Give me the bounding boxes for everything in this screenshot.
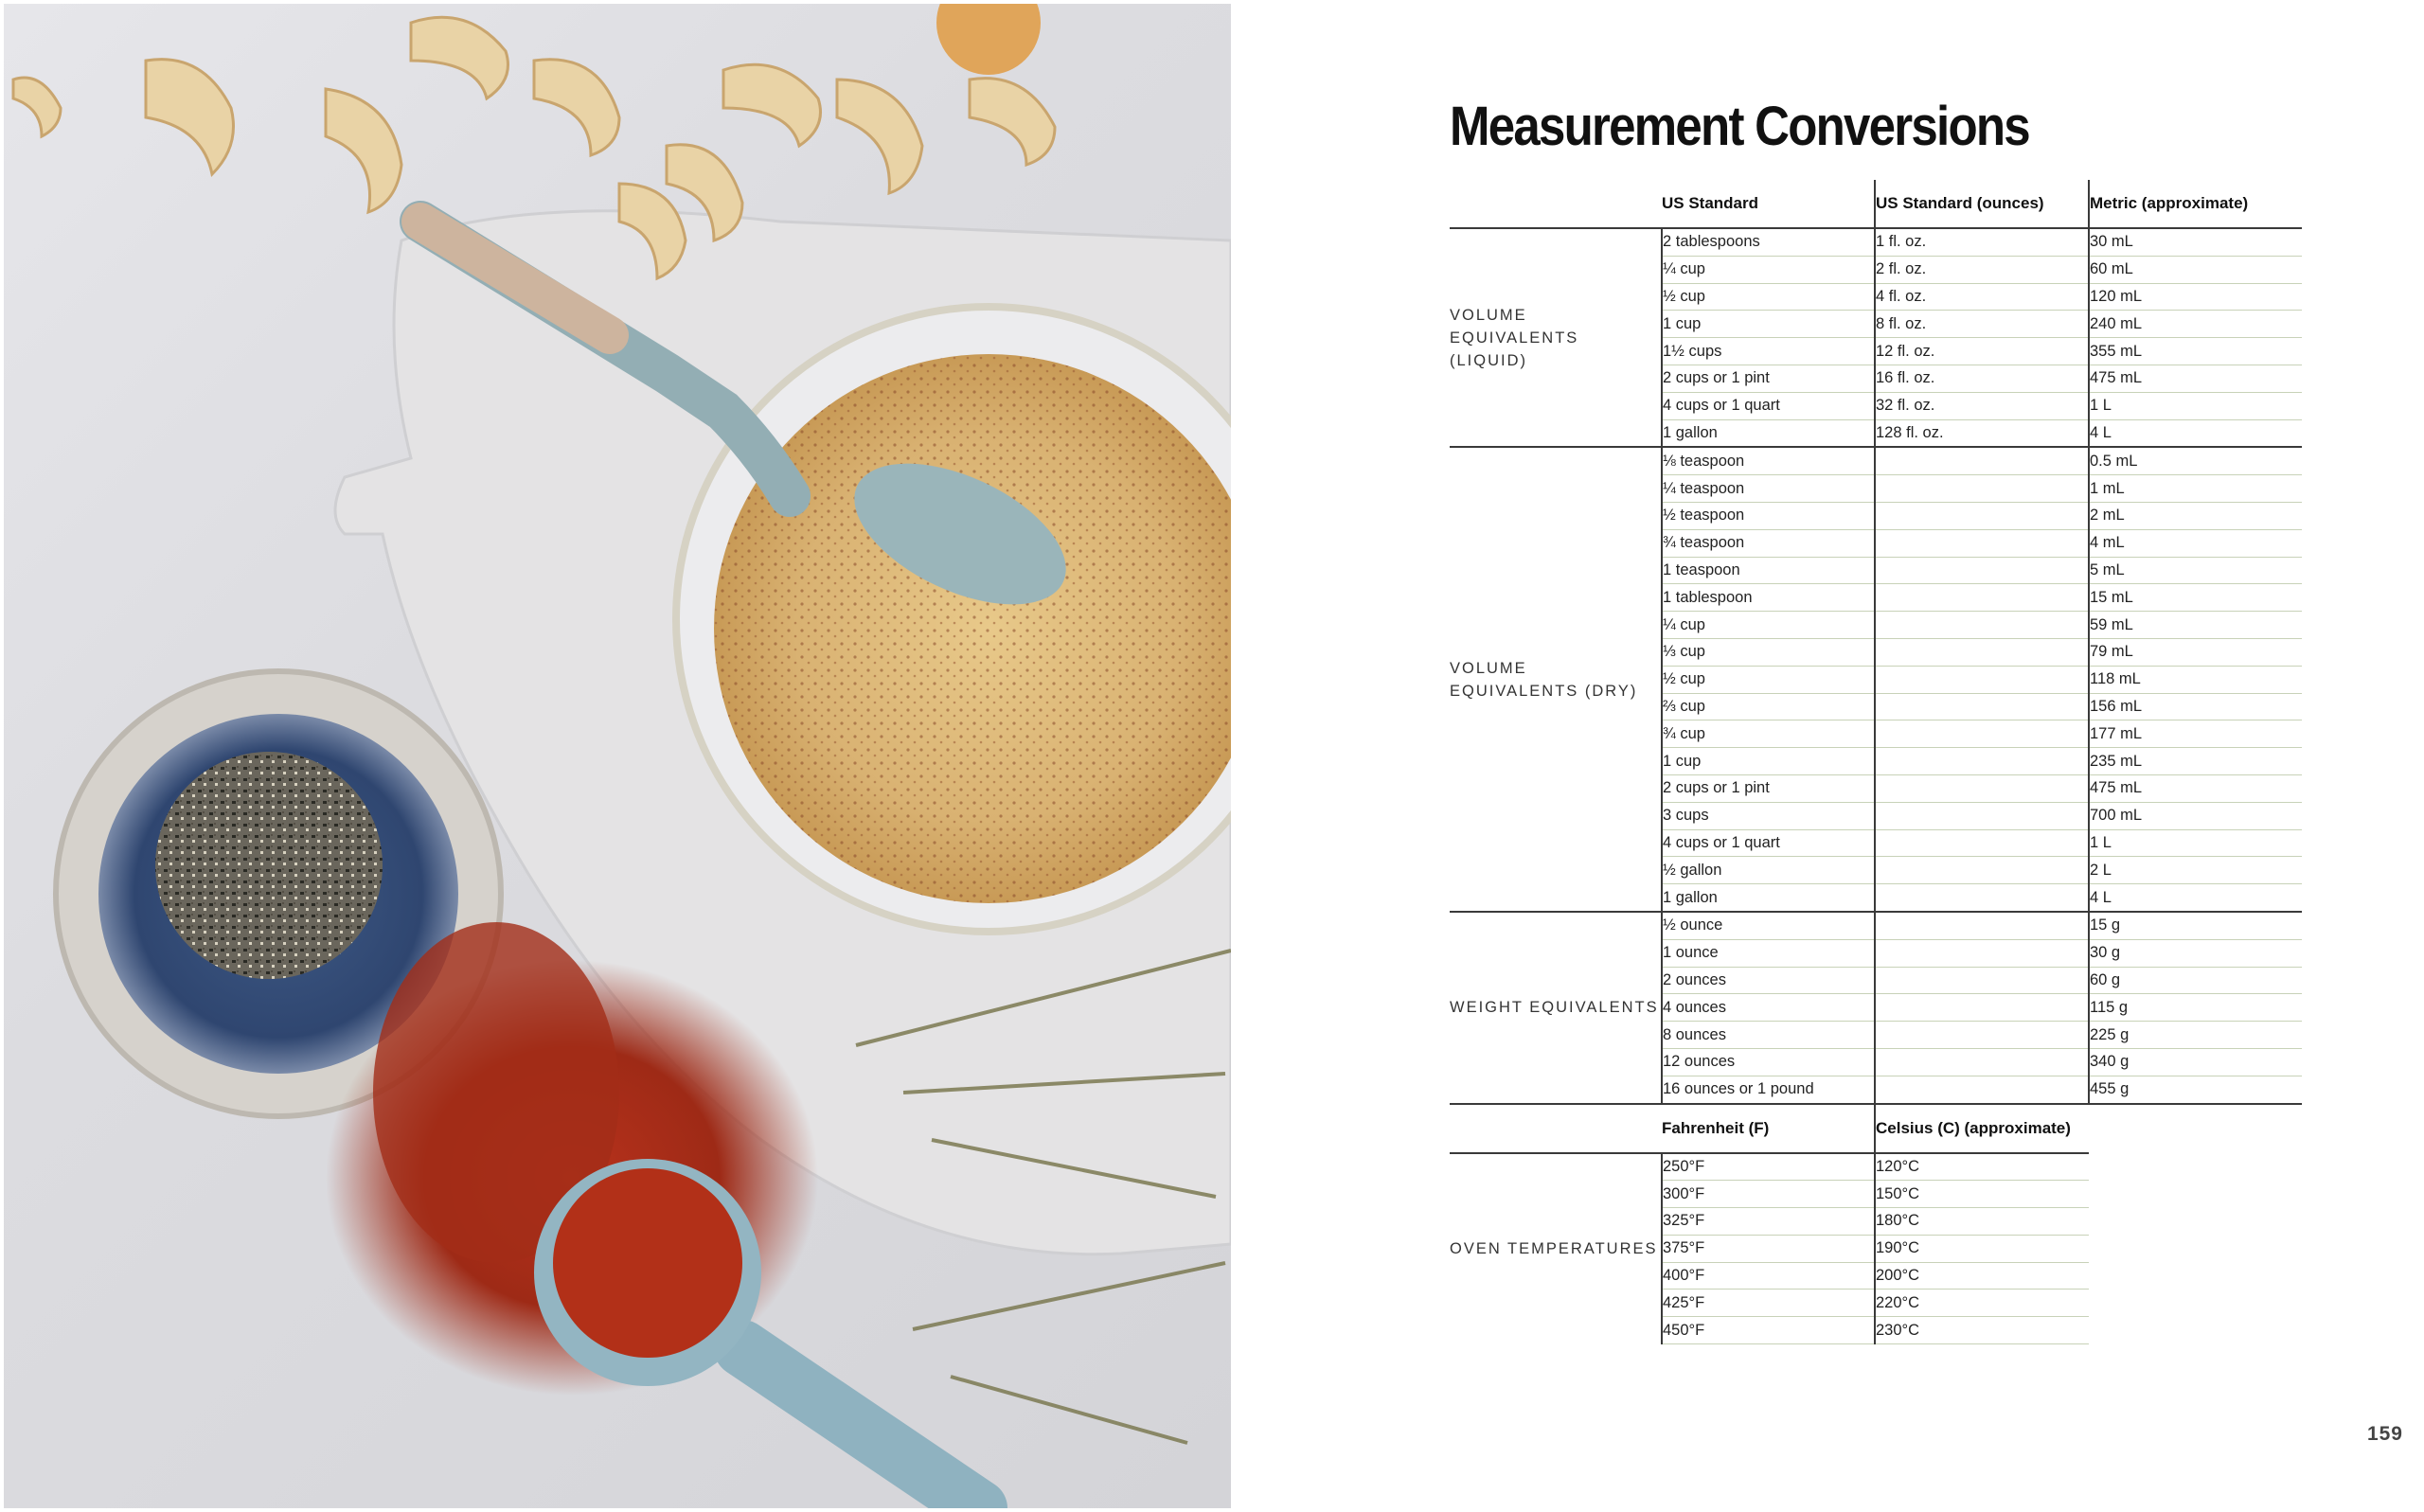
cell-us-standard: ⅛ teaspoon bbox=[1662, 447, 1875, 474]
cell-metric: 4 mL bbox=[2089, 529, 2302, 557]
cell-us-standard: ¼ cup bbox=[1662, 612, 1875, 639]
cell-us-standard: ⅓ cup bbox=[1662, 638, 1875, 666]
cell-us-ounces bbox=[1875, 612, 2089, 639]
cell-us-ounces bbox=[1875, 857, 2089, 884]
cell-us-standard: 1 tablespoon bbox=[1662, 584, 1875, 612]
cell-metric: 120 mL bbox=[2089, 283, 2302, 311]
cell-us-ounces: 2 fl. oz. bbox=[1875, 256, 2089, 283]
cell-celsius: 200°C bbox=[1875, 1262, 2089, 1290]
oven-empty-cell bbox=[2089, 1208, 2302, 1236]
oven-section-label: OVEN TEMPERATURES bbox=[1450, 1153, 1662, 1344]
cell-celsius: 230°C bbox=[1875, 1317, 2089, 1344]
cell-us-standard: ½ cup bbox=[1662, 666, 1875, 693]
section-label: VOLUME EQUIVALENTS (LIQUID) bbox=[1450, 228, 1662, 447]
cell-metric: 5 mL bbox=[2089, 557, 2302, 584]
cell-fahrenheit: 250°F bbox=[1662, 1153, 1875, 1181]
cell-us-standard: ¼ cup bbox=[1662, 256, 1875, 283]
cell-us-standard: ¾ cup bbox=[1662, 720, 1875, 748]
oven-empty-cell bbox=[2089, 1153, 2302, 1181]
cell-metric: 1 L bbox=[2089, 829, 2302, 857]
cell-us-ounces bbox=[1875, 994, 2089, 1022]
cell-us-ounces bbox=[1875, 502, 2089, 529]
header-fahrenheit: Fahrenheit (F) bbox=[1662, 1104, 1875, 1153]
cell-us-ounces bbox=[1875, 939, 2089, 967]
cell-us-ounces: 12 fl. oz. bbox=[1875, 338, 2089, 365]
cell-fahrenheit: 325°F bbox=[1662, 1208, 1875, 1236]
cell-metric: 2 L bbox=[2089, 857, 2302, 884]
header-celsius: Celsius (C) (approximate) bbox=[1875, 1104, 2089, 1153]
conversion-page bbox=[1231, 0, 2424, 1512]
page-number: 159 bbox=[2366, 1423, 2403, 1445]
cell-metric: 30 mL bbox=[2089, 228, 2302, 256]
cell-us-standard: 1 gallon bbox=[1662, 419, 1875, 447]
table-row bbox=[1450, 912, 2302, 939]
cell-metric: 118 mL bbox=[2089, 666, 2302, 693]
cell-metric: 156 mL bbox=[2089, 693, 2302, 720]
cell-us-standard: 1½ cups bbox=[1662, 338, 1875, 365]
cell-metric: 225 g bbox=[2089, 1022, 2302, 1049]
cell-us-standard: ½ teaspoon bbox=[1662, 502, 1875, 529]
table-row bbox=[1450, 228, 2302, 256]
cell-us-ounces bbox=[1875, 912, 2089, 939]
cell-metric: 177 mL bbox=[2089, 720, 2302, 748]
cell-us-standard: 2 cups or 1 pint bbox=[1662, 774, 1875, 802]
page-title: Measurement Conversions bbox=[1450, 96, 2029, 157]
cell-us-standard: 4 ounces bbox=[1662, 994, 1875, 1022]
oven-empty-cell bbox=[2089, 1181, 2302, 1208]
cell-metric: 235 mL bbox=[2089, 748, 2302, 775]
cell-celsius: 120°C bbox=[1875, 1153, 2089, 1181]
cell-celsius: 150°C bbox=[1875, 1181, 2089, 1208]
cell-us-standard: 2 tablespoons bbox=[1662, 228, 1875, 256]
cell-us-ounces bbox=[1875, 557, 2089, 584]
cell-metric: 340 g bbox=[2089, 1048, 2302, 1076]
oven-empty-cell bbox=[2089, 1290, 2302, 1317]
oven-header-empty bbox=[2089, 1104, 2302, 1153]
food-photo-illustration bbox=[4, 4, 1231, 1508]
cell-us-standard: 1 cup bbox=[1662, 748, 1875, 775]
cell-us-standard: ½ gallon bbox=[1662, 857, 1875, 884]
cell-fahrenheit: 450°F bbox=[1662, 1317, 1875, 1344]
cell-us-ounces: 4 fl. oz. bbox=[1875, 283, 2089, 311]
cell-us-ounces bbox=[1875, 529, 2089, 557]
cell-us-ounces: 1 fl. oz. bbox=[1875, 228, 2089, 256]
cell-us-standard: 1 teaspoon bbox=[1662, 557, 1875, 584]
cell-fahrenheit: 375°F bbox=[1662, 1235, 1875, 1262]
cell-us-ounces bbox=[1875, 884, 2089, 912]
oven-empty-cell bbox=[2089, 1262, 2302, 1290]
cell-metric: 60 mL bbox=[2089, 256, 2302, 283]
cell-celsius: 220°C bbox=[1875, 1290, 2089, 1317]
cell-metric: 4 L bbox=[2089, 419, 2302, 447]
cell-us-standard: 4 cups or 1 quart bbox=[1662, 392, 1875, 419]
table-row bbox=[1450, 447, 2302, 474]
cell-us-ounces bbox=[1875, 1076, 2089, 1103]
cell-us-ounces: 128 fl. oz. bbox=[1875, 419, 2089, 447]
cell-metric: 700 mL bbox=[2089, 802, 2302, 829]
cell-metric: 15 mL bbox=[2089, 584, 2302, 612]
cell-metric: 2 mL bbox=[2089, 502, 2302, 529]
cell-us-ounces: 16 fl. oz. bbox=[1875, 365, 2089, 392]
cell-us-standard: 12 ounces bbox=[1662, 1048, 1875, 1076]
cell-metric: 115 g bbox=[2089, 994, 2302, 1022]
cell-us-ounces bbox=[1875, 748, 2089, 775]
cell-us-ounces bbox=[1875, 774, 2089, 802]
cell-metric: 475 mL bbox=[2089, 365, 2302, 392]
cell-us-ounces bbox=[1875, 447, 2089, 474]
cell-metric: 475 mL bbox=[2089, 774, 2302, 802]
cell-us-ounces bbox=[1875, 693, 2089, 720]
conversion-table bbox=[1450, 180, 2302, 1344]
section-label: WEIGHT EQUIVALENTS bbox=[1450, 912, 1662, 1104]
cell-us-standard: 1 gallon bbox=[1662, 884, 1875, 912]
cell-fahrenheit: 400°F bbox=[1662, 1262, 1875, 1290]
cell-celsius: 180°C bbox=[1875, 1208, 2089, 1236]
cell-us-standard: ¾ teaspoon bbox=[1662, 529, 1875, 557]
cell-us-ounces bbox=[1875, 1022, 2089, 1049]
cell-fahrenheit: 300°F bbox=[1662, 1181, 1875, 1208]
oven-empty-cell bbox=[2089, 1317, 2302, 1344]
cell-us-ounces bbox=[1875, 967, 2089, 994]
cell-us-ounces bbox=[1875, 584, 2089, 612]
cell-us-standard: 16 ounces or 1 pound bbox=[1662, 1076, 1875, 1103]
cell-metric: 30 g bbox=[2089, 939, 2302, 967]
cell-metric: 60 g bbox=[2089, 967, 2302, 994]
cell-us-ounces bbox=[1875, 829, 2089, 857]
cell-us-ounces bbox=[1875, 475, 2089, 503]
cell-metric: 1 mL bbox=[2089, 475, 2302, 503]
table-header-row bbox=[1450, 180, 2302, 228]
cell-metric: 240 mL bbox=[2089, 311, 2302, 338]
oven-empty-cell bbox=[2089, 1235, 2302, 1262]
cell-us-ounces bbox=[1875, 638, 2089, 666]
cell-metric: 4 L bbox=[2089, 884, 2302, 912]
oven-header-row bbox=[1450, 1104, 2302, 1153]
cell-us-ounces: 32 fl. oz. bbox=[1875, 392, 2089, 419]
cell-us-standard: ⅔ cup bbox=[1662, 693, 1875, 720]
cell-us-standard: ¼ teaspoon bbox=[1662, 475, 1875, 503]
cell-us-ounces: 8 fl. oz. bbox=[1875, 311, 2089, 338]
cell-fahrenheit: 425°F bbox=[1662, 1290, 1875, 1317]
cell-us-ounces bbox=[1875, 1048, 2089, 1076]
header-blank bbox=[1450, 180, 1662, 228]
cell-us-ounces bbox=[1875, 666, 2089, 693]
cell-us-standard: 4 cups or 1 quart bbox=[1662, 829, 1875, 857]
header-us-ounces: US Standard (ounces) bbox=[1875, 180, 2089, 228]
cell-us-standard: 2 cups or 1 pint bbox=[1662, 365, 1875, 392]
cell-us-standard: 2 ounces bbox=[1662, 967, 1875, 994]
cell-celsius: 190°C bbox=[1875, 1235, 2089, 1262]
oven-row bbox=[1450, 1153, 2302, 1181]
cell-metric: 59 mL bbox=[2089, 612, 2302, 639]
cell-us-standard: 1 ounce bbox=[1662, 939, 1875, 967]
cell-us-standard: 1 cup bbox=[1662, 311, 1875, 338]
food-photo bbox=[4, 4, 1231, 1508]
header-metric: Metric (approximate) bbox=[2089, 180, 2302, 228]
cell-us-standard: ½ cup bbox=[1662, 283, 1875, 311]
cell-us-ounces bbox=[1875, 802, 2089, 829]
cell-us-standard: 8 ounces bbox=[1662, 1022, 1875, 1049]
cell-metric: 15 g bbox=[2089, 912, 2302, 939]
cell-us-standard: ½ ounce bbox=[1662, 912, 1875, 939]
cell-us-standard: 3 cups bbox=[1662, 802, 1875, 829]
cell-metric: 1 L bbox=[2089, 392, 2302, 419]
oven-header-blank bbox=[1450, 1104, 1662, 1153]
cell-metric: 455 g bbox=[2089, 1076, 2302, 1103]
section-label: VOLUME EQUIVALENTS (DRY) bbox=[1450, 447, 1662, 912]
cell-us-ounces bbox=[1875, 720, 2089, 748]
cell-metric: 79 mL bbox=[2089, 638, 2302, 666]
cell-metric: 355 mL bbox=[2089, 338, 2302, 365]
cell-metric: 0.5 mL bbox=[2089, 447, 2302, 474]
header-us-standard: US Standard bbox=[1662, 180, 1875, 228]
